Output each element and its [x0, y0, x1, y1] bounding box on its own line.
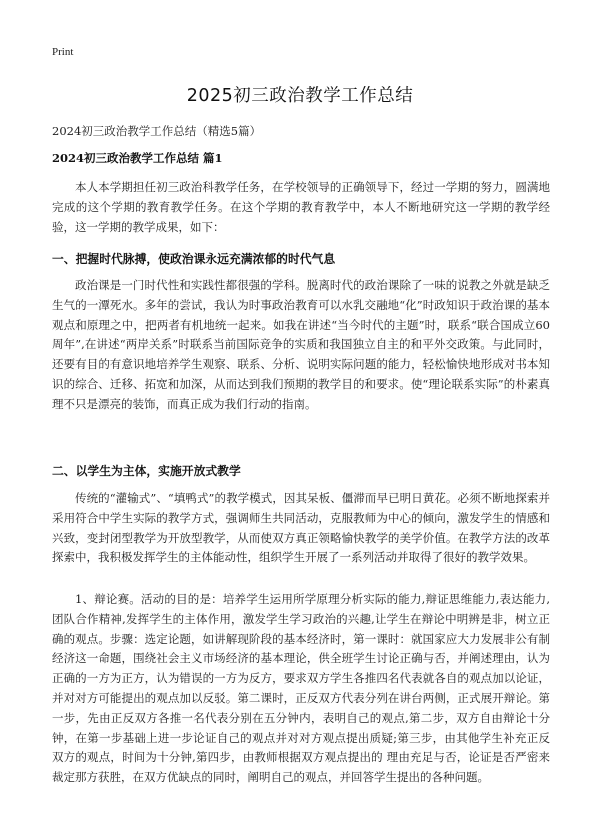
print-label: Print: [52, 46, 74, 58]
heading-1: 一、把握时代脉搏，使政治课永远充满浓郁的时代气息: [52, 252, 336, 266]
paragraph-3: 1、辩论赛。活动的目的是：培养学生运用所学原理分析实际的能力,辩证思维能力,表达能力,团队合作精神,发挥学生的主体作用，激发学生学习政治的兴趣,让学生在辩论中明辨是非，树立正确的观点。步骤：选定论题，如讲解现阶段的基本经济时，第一课时：就国家应大力发展非公有制经济这一命题，围绕社会主义市场经济的基本理论，供全班学生讨论正确与否，并阐述理由，认为正确的一方为正方，认为错误的一方为反方，要求双方学生各推四名代表就各自的观点加以论证，并对对方可能提出的观点加以反驳。第二课时，正反双方代表分列在讲台两侧，正式展开辩论。第一步，先由正反双方各推一名代表分别在五分钟内，表明自己的观点,第二步，双方自由辩论十分钟，在第一步基础上进一步论证自己的观点并对对方观点提出质疑;第三步，由其他学生补充正反双方的观点，时间为十分钟,第四步，由教师根据双方观点提出的 理由充足与否，论证是否严密来裁定那方获胜，在双方优缺点的同时，阐明自己的观点，并回答学生提出的各种问题。: [52, 592, 550, 785]
paragraph-2: 传统的“灌输式”、“填鸭式”的教学模式，因其呆板、僵滞而早已明日黄花。必须不断地探索并采用符合中学生实际的教学方式，强调师生共同活动，克服教师为中心的倾向，激发学生的情感和兴致，变封闭型教学为开放型教学，从而使双方真正领略愉快教学的美学价值。在教学方法的改革探索中，我积极发挥学生的主体能动性，组织学生开展了一系列活动并取得了很好的教学效果。: [52, 491, 550, 565]
section-title: 2024初三政治教学工作总结 篇1: [52, 151, 223, 165]
paragraph-1: 政治课是一门时代性和实践性都很强的学科。脱离时代的政治课除了一味的说教之外就是缺乏生气的一潭死水。多年的尝试，我认为时事政治教育可以水乳交融地“化”时政知识于政治课的基本观点和原理之中，把两者有机地统一起来。如我在讲述“当今时代的主题”时，联系“联合国成立60周年”,在讲述“两岸关系”时联系当前国际竞争的实质和我国独立自主的和平外交政策。与此同时，还要有目的有意识地培养学生观察、联系、分析、说明实际问题的能力，轻松愉快地形成对书本知识的综合、迁移、拓宽和加深，从而达到我们预期的教学目的和要求。使“理论联系实际”的朴素真理不只是漂亮的装饰，而真正成为我们行动的指南。: [52, 278, 550, 411]
heading-2: 二、以学生为主体，实施开放式教学: [52, 464, 241, 478]
intro-paragraph: 本人本学期担任初三政治科教学任务，在学校领导的正确领导下，经过一学期的努力，圆满地完成的这个学期的教育教学任务。在这个学期的教育教学中，本人不断地研究这一学期的教学经验，这一学期的教学成果，如下：: [52, 180, 550, 234]
document-subtitle: 2024初三政治教学工作总结（精选5篇）: [52, 124, 262, 138]
document-title: 2025初三政治教学工作总结: [186, 86, 414, 106]
